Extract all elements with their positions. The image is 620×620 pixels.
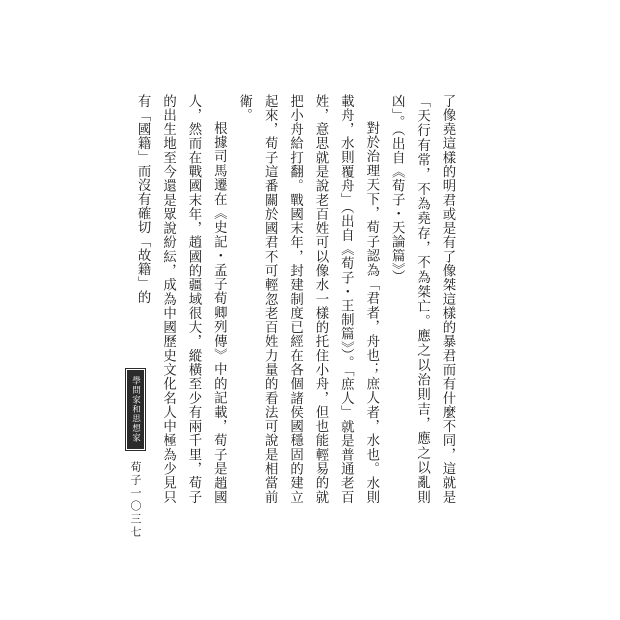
running-header bbox=[124, 370, 146, 539]
page-folio: 荀子一〇三七 bbox=[129, 460, 142, 539]
paragraph: 了像堯這樣的明君或是有了像桀這樣的暴君而有什麼不同，這就是「天行有常，不為堯存，不為桀亡。應之以治則吉，應之以亂則凶」。（出自《荀子・天論篇》） bbox=[389, 94, 455, 504]
paragraph: 對於治理天下，荀子認為「君者，舟也；庶人者，水也。水則載舟，水則覆舟」（出自《荀子・王制篇》）。「庶人」就是普通老百姓，意思就是說老百姓可以像水一樣的托住小舟，但也能輕易的就把小舟給打翻。戰國末年，封建制度已經在各個諸侯國穩固的建立起來，荀子這番關於國君不可輕忽老百姓力量的看法可說是相當前衛。 bbox=[236, 94, 379, 504]
paragraph: 根據司馬遷在《史記・孟子荀卿列傳》中的記載，荀子是趙國人，然而在戰國末年，趙國的疆域很大，縱橫至少有兩千里，荀子的出生地至今還是眾說紛紜，成為中國歷史文化名人中極為少見只有「國籍」而沒有確切「故籍」的 bbox=[135, 94, 227, 504]
series-title-badge: 學問家和思想家 bbox=[127, 370, 144, 449]
body-text bbox=[130, 94, 460, 504]
